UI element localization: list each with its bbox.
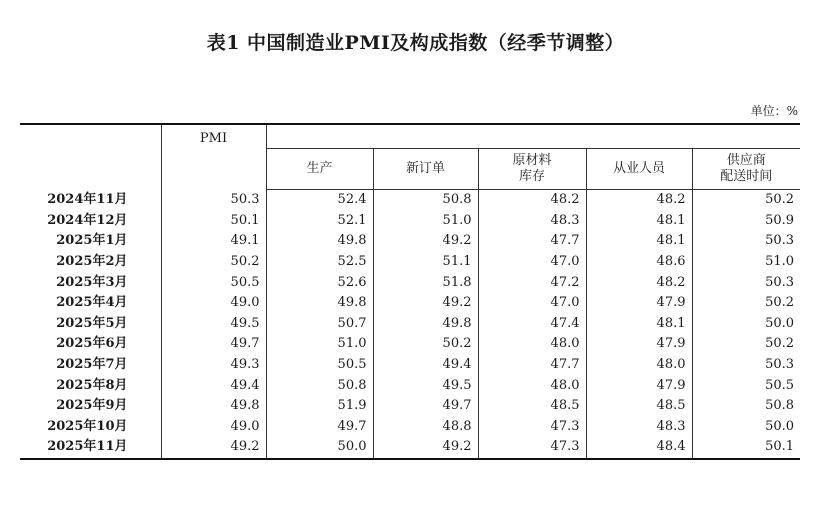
cell-employment: 48.3: [586, 417, 692, 438]
cell-new-orders: 48.8: [373, 417, 478, 438]
cell-employment: 48.6: [586, 252, 692, 273]
table-row: [20, 396, 800, 417]
cell-raw-inventory: 48.5: [478, 396, 586, 417]
cell-production: 50.8: [266, 375, 373, 396]
row-month: 2025年1月: [20, 231, 161, 252]
cell-raw-inventory: 47.7: [478, 231, 586, 252]
cell-new-orders: 50.2: [373, 334, 478, 355]
cell-supplier-delivery: 50.2: [765, 295, 795, 311]
header-supplier-delivery-line2: 配送时间: [720, 169, 773, 184]
cell-employment: 48.2: [586, 190, 692, 211]
table-row: [20, 314, 800, 335]
cell-new-orders: 49.2: [373, 231, 478, 252]
cell-production: 49.7: [266, 417, 373, 438]
row-month: 2025年4月: [20, 293, 161, 314]
header-group-spacer: [266, 124, 800, 149]
cell-supplier-delivery: 50.8: [765, 398, 795, 414]
cell-supplier-delivery: 50.0: [765, 418, 795, 434]
cell-employment: 48.0: [586, 355, 692, 376]
cell-employment: 48.4: [586, 437, 692, 459]
cell-pmi: 49.0: [161, 417, 266, 438]
cell-employment: 47.9: [586, 375, 692, 396]
cell-pmi: 50.3: [161, 190, 266, 211]
cell-employment: 48.1: [586, 314, 692, 335]
cell-raw-inventory: 48.0: [478, 375, 586, 396]
cell-production: 51.9: [266, 396, 373, 417]
row-month: 2025年6月: [20, 334, 161, 355]
cell-supplier-delivery: 50.5: [765, 377, 795, 393]
cell-raw-inventory: 47.7: [478, 355, 586, 376]
cell-production: 52.4: [266, 190, 373, 211]
cell-raw-inventory: 47.2: [478, 272, 586, 293]
cell-pmi: 50.2: [161, 252, 266, 273]
cell-raw-inventory: 48.3: [478, 211, 586, 232]
cell-pmi: 49.8: [161, 396, 266, 417]
table-row: [20, 375, 800, 396]
cell-production: 50.7: [266, 314, 373, 335]
cell-employment: 48.2: [586, 272, 692, 293]
cell-new-orders: 51.8: [373, 272, 478, 293]
cell-pmi: 49.3: [161, 355, 266, 376]
table-row: [20, 334, 800, 355]
cell-employment: 48.1: [586, 211, 692, 232]
row-month: 2025年10月: [20, 417, 161, 438]
header-raw-inventory-line2: 库存: [518, 169, 545, 184]
cell-supplier-delivery: 51.0: [765, 254, 795, 270]
cell-employment: 48.1: [586, 231, 692, 252]
row-month: 2025年7月: [20, 355, 161, 376]
cell-supplier-delivery: 50.2: [765, 192, 795, 208]
header-supplier-delivery-line1: 供应商: [726, 153, 766, 168]
pmi-table: [20, 123, 800, 460]
cell-new-orders: 51.0: [373, 211, 478, 232]
cell-new-orders: 49.5: [373, 375, 478, 396]
table-row: [20, 211, 800, 232]
cell-new-orders: 49.2: [373, 293, 478, 314]
header-new-orders: 新订单: [373, 149, 478, 190]
row-month: 2024年12月: [20, 211, 161, 232]
cell-production: 50.5: [266, 355, 373, 376]
table-row: [20, 437, 800, 459]
cell-supplier-delivery: 50.0: [765, 315, 795, 331]
table-row: [20, 272, 800, 293]
header-corner: [20, 124, 161, 190]
table-row: [20, 252, 800, 273]
cell-new-orders: 49.8: [373, 314, 478, 335]
cell-supplier-delivery: 50.2: [765, 336, 795, 352]
row-month: 2025年11月: [20, 437, 161, 459]
cell-production: 49.8: [266, 293, 373, 314]
cell-production: 49.8: [266, 231, 373, 252]
cell-employment: 48.5: [586, 396, 692, 417]
cell-pmi: 49.4: [161, 375, 266, 396]
table-row: [20, 417, 800, 438]
row-month: 2025年2月: [20, 252, 161, 273]
header-raw-inventory: [478, 149, 586, 190]
cell-raw-inventory: 47.4: [478, 314, 586, 335]
cell-supplier-delivery: 50.3: [765, 233, 795, 249]
cell-supplier-delivery: 50.3: [765, 357, 795, 373]
row-month: 2025年5月: [20, 314, 161, 335]
cell-pmi: 49.1: [161, 231, 266, 252]
table-row: [20, 293, 800, 314]
cell-production: 52.6: [266, 272, 373, 293]
cell-pmi: 49.2: [161, 437, 266, 459]
cell-new-orders: 49.7: [373, 396, 478, 417]
row-month: 2025年8月: [20, 375, 161, 396]
cell-pmi: 50.5: [161, 272, 266, 293]
cell-raw-inventory: 47.0: [478, 293, 586, 314]
table-row: [20, 231, 800, 252]
cell-production: 52.5: [266, 252, 373, 273]
cell-supplier-delivery: 50.1: [765, 439, 795, 455]
header-supplier-delivery: [692, 149, 800, 190]
table-title: 表1 中国制造业PMI及构成指数（经季节调整）: [206, 32, 625, 54]
header-pmi: PMI: [161, 124, 266, 190]
header-production: 生产: [266, 149, 373, 190]
row-month: 2025年9月: [20, 396, 161, 417]
table-row: [20, 355, 800, 376]
unit-label: 单位：%: [750, 104, 798, 118]
cell-raw-inventory: 47.3: [478, 417, 586, 438]
cell-pmi: 50.1: [161, 211, 266, 232]
cell-employment: 47.9: [586, 293, 692, 314]
cell-pmi: 49.5: [161, 314, 266, 335]
table-row: [20, 190, 800, 211]
cell-employment: 47.9: [586, 334, 692, 355]
cell-new-orders: 49.2: [373, 437, 478, 459]
cell-new-orders: 51.1: [373, 252, 478, 273]
cell-production: 51.0: [266, 334, 373, 355]
row-month: 2024年11月: [20, 190, 161, 211]
header-employment: 从业人员: [586, 149, 692, 190]
cell-pmi: 49.0: [161, 293, 266, 314]
cell-new-orders: 49.4: [373, 355, 478, 376]
cell-production: 52.1: [266, 211, 373, 232]
cell-supplier-delivery: 50.3: [765, 274, 795, 290]
cell-raw-inventory: 47.0: [478, 252, 586, 273]
cell-raw-inventory: 47.3: [478, 437, 586, 459]
cell-new-orders: 50.8: [373, 190, 478, 211]
cell-pmi: 49.7: [161, 334, 266, 355]
cell-production: 50.0: [266, 437, 373, 459]
row-month: 2025年3月: [20, 272, 161, 293]
cell-raw-inventory: 48.2: [478, 190, 586, 211]
cell-supplier-delivery: 50.9: [765, 212, 795, 228]
header-raw-inventory-line1: 原材料: [512, 153, 552, 168]
cell-raw-inventory: 48.0: [478, 334, 586, 355]
